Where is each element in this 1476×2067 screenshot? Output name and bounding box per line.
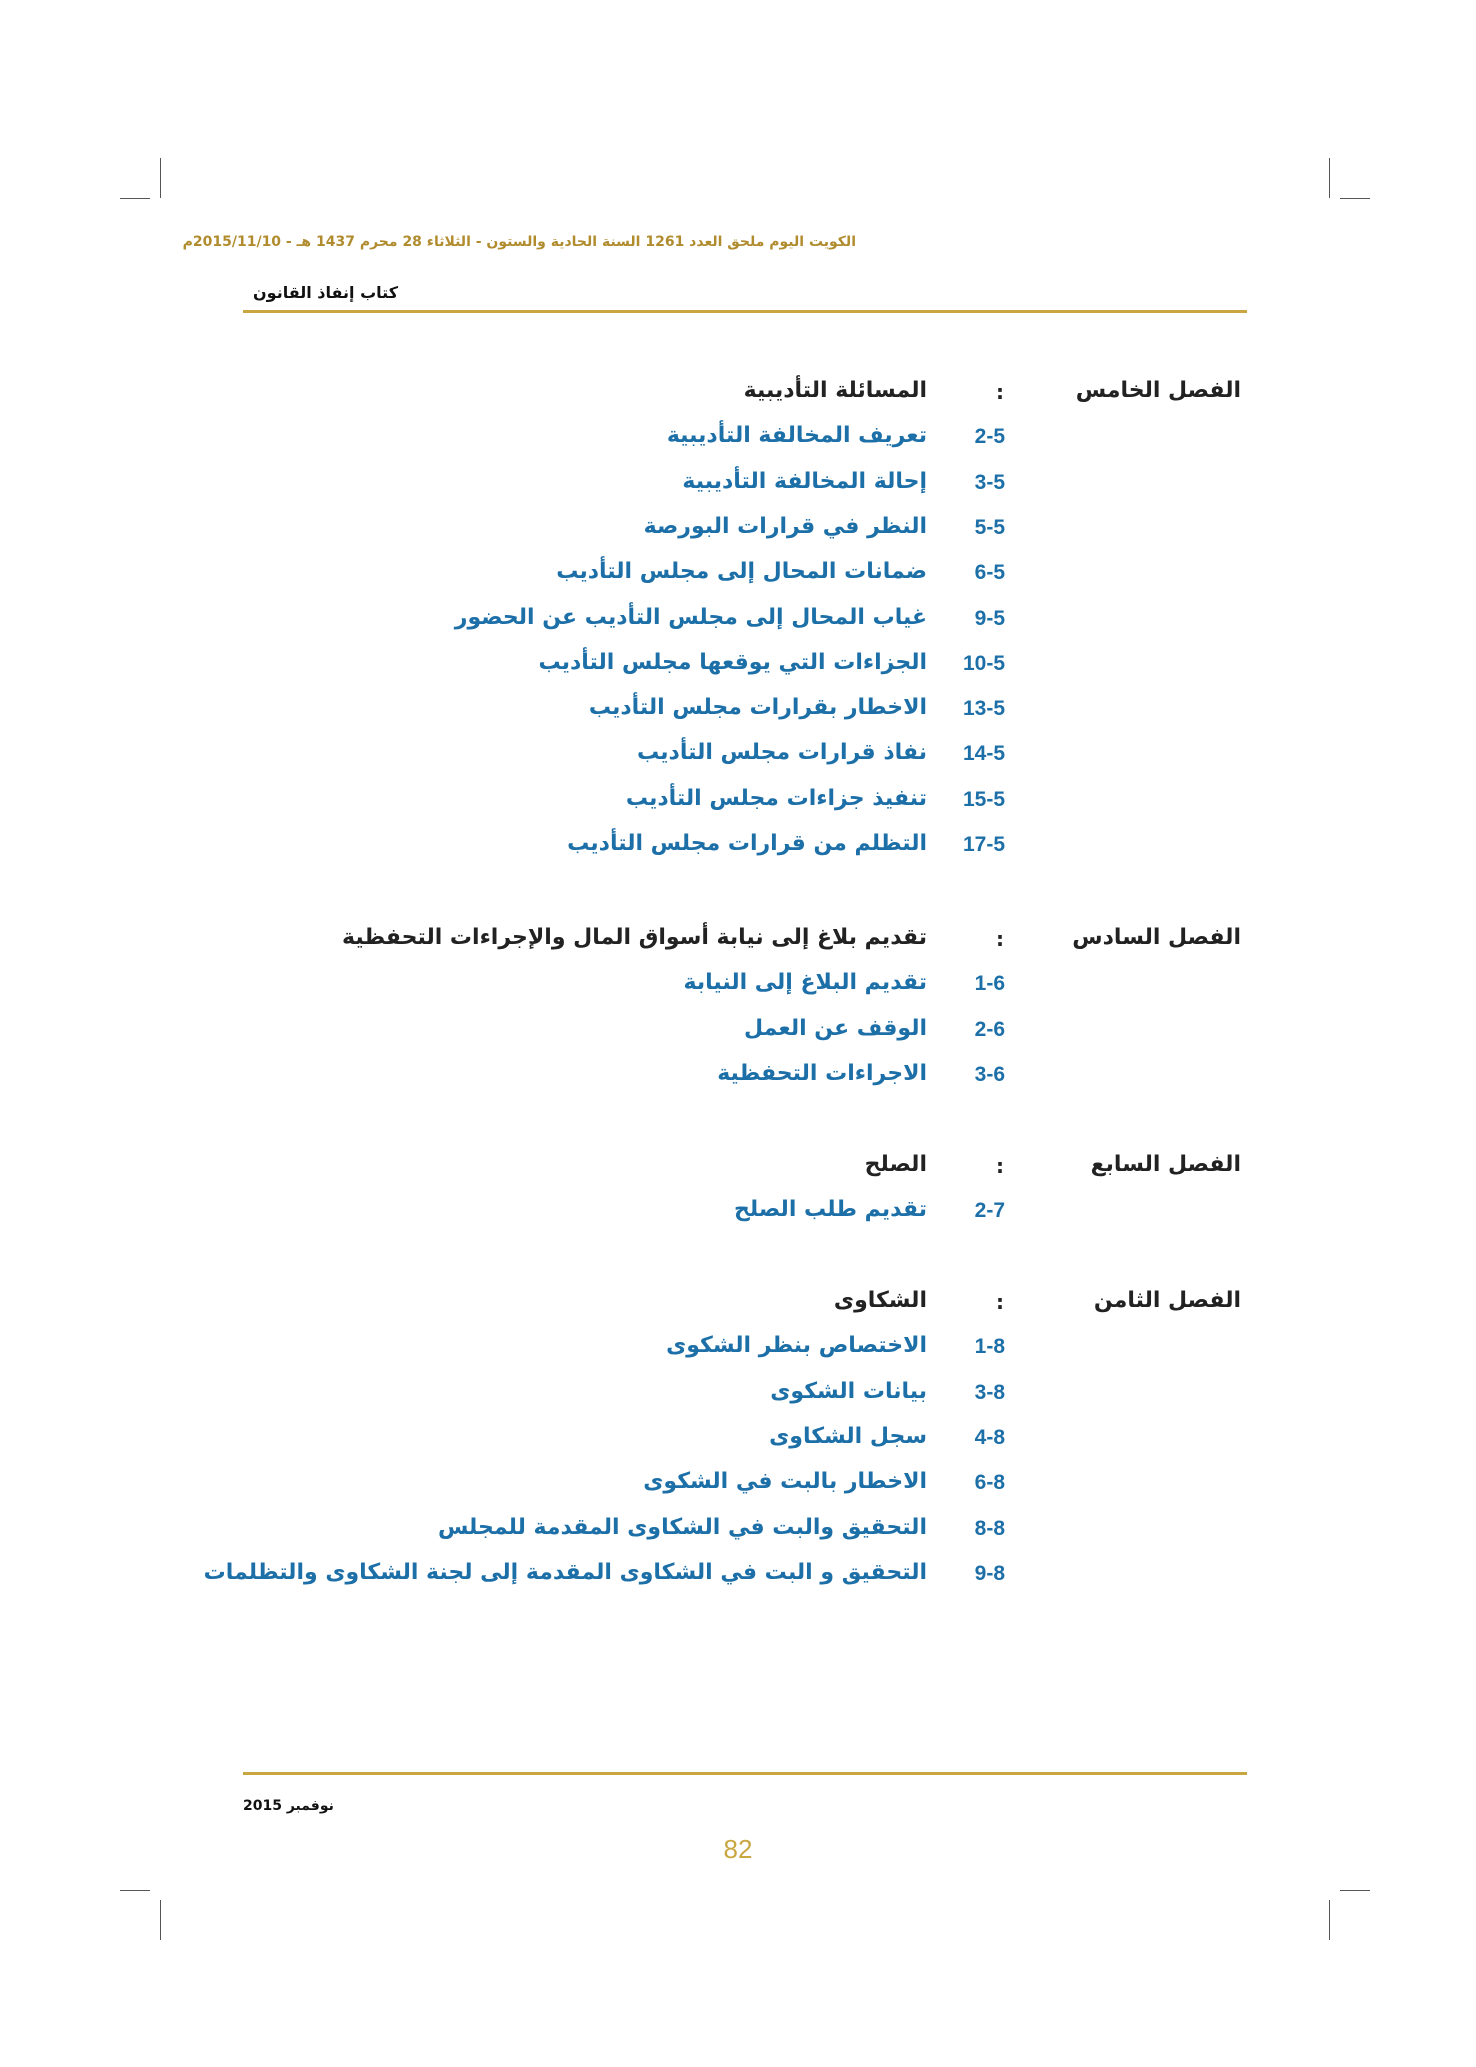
chapter-heading: المسائلة التأديبية — [743, 378, 927, 403]
footer-date: نوفمبر 2015 — [243, 1798, 334, 1814]
toc-item-row — [0, 650, 1476, 686]
section-title: تعريف المخالفة التأديبية — [666, 423, 927, 448]
section-number: 10-5 — [962, 652, 1005, 675]
section-number: 9-8 — [974, 1562, 1005, 1585]
section-title: بيانات الشكوى — [770, 1379, 927, 1404]
section-number: 6-8 — [974, 1471, 1005, 1494]
chapter-name: الفصل الثامن — [1093, 1288, 1241, 1313]
section-title: التحقيق و البت في الشكاوى المقدمة إلى لجنة الشكاوى والتظلمات — [203, 1560, 927, 1585]
toc-item-row — [0, 514, 1476, 550]
gazette-issue-line: الكويت اليوم ملحق العدد 1261 السنة الحادية والستون - الثلاثاء 28 محرم 1437 هـ - 2015/11/10م — [182, 234, 856, 250]
section-title: النظر في قرارات البورصة — [643, 514, 927, 539]
section-title: التحقيق والبت في الشكاوى المقدمة للمجلس — [437, 1515, 927, 1540]
toc-item-row — [0, 786, 1476, 822]
section-title: الوقف عن العمل — [744, 1016, 927, 1041]
chapter-name: الفصل السابع — [1090, 1152, 1241, 1177]
section-number: 2-6 — [974, 1018, 1005, 1041]
section-number: 2-5 — [974, 425, 1005, 448]
section-title: الجزاءات التي يوقعها مجلس التأديب — [538, 650, 927, 675]
toc-item-row — [0, 1197, 1476, 1233]
toc-item-row — [0, 695, 1476, 731]
section-title: الاخطار بقرارات مجلس التأديب — [588, 695, 927, 720]
page-number: 82 — [723, 1834, 753, 1864]
section-title: تقديم طلب الصلح — [734, 1197, 927, 1222]
chapter-heading: الشكاوى — [833, 1288, 927, 1313]
section-title: نفاذ قرارات مجلس التأديب — [636, 740, 927, 765]
chapter-row — [0, 1152, 1476, 1188]
section-number: 9-5 — [974, 607, 1005, 630]
section-title: ضمانات المحال إلى مجلس التأديب — [556, 559, 927, 584]
section-number: 2-7 — [974, 1199, 1005, 1222]
toc-item-row — [0, 1379, 1476, 1415]
chapter-colon: : — [996, 1154, 1004, 1178]
chapter-name: الفصل الخامس — [1075, 378, 1241, 403]
section-title: تنفيذ جزاءات مجلس التأديب — [625, 786, 927, 811]
footer-rule — [243, 1772, 1247, 1775]
toc-item-row — [0, 559, 1476, 595]
section-number: 5-5 — [974, 516, 1005, 539]
section-number: 4-8 — [974, 1426, 1005, 1449]
toc-item-row — [0, 740, 1476, 776]
section-number: 6-5 — [974, 561, 1005, 584]
chapter-colon: : — [996, 1290, 1004, 1314]
section-title: سجل الشكاوى — [769, 1424, 927, 1449]
section-title: غياب المحال إلى مجلس التأديب عن الحضور — [454, 605, 927, 630]
section-number: 13-5 — [962, 697, 1005, 720]
toc-item-row — [0, 1515, 1476, 1551]
section-title: الاختصاص بنظر الشكوى — [666, 1333, 927, 1358]
section-number: 8-8 — [974, 1517, 1005, 1540]
toc-item-row — [0, 1016, 1476, 1052]
chapter-colon: : — [996, 927, 1004, 951]
chapter-heading: تقديم بلاغ إلى نيابة أسواق المال والإجراءات التحفظية — [342, 925, 927, 950]
section-number: 3-8 — [974, 1381, 1005, 1404]
section-number: 3-6 — [974, 1063, 1005, 1086]
section-number: 3-5 — [974, 471, 1005, 494]
chapter-row — [0, 378, 1476, 414]
section-number: 1-8 — [974, 1335, 1005, 1358]
toc-item-row — [0, 1424, 1476, 1460]
chapter-colon: : — [996, 380, 1004, 404]
section-number: 1-6 — [974, 972, 1005, 995]
section-number: 15-5 — [962, 788, 1005, 811]
toc-item-row — [0, 970, 1476, 1006]
chapter-row — [0, 1288, 1476, 1324]
toc-item-row — [0, 831, 1476, 867]
toc-item-row — [0, 1333, 1476, 1369]
section-title: إحالة المخالفة التأديبية — [682, 469, 927, 494]
section-title: تقديم البلاغ إلى النيابة — [683, 970, 927, 995]
toc-item-row — [0, 1560, 1476, 1596]
toc-item-row — [0, 469, 1476, 505]
section-title: الاجراءات التحفظية — [717, 1061, 927, 1086]
toc-item-row — [0, 1061, 1476, 1097]
section-number: 17-5 — [962, 833, 1005, 856]
chapter-heading: الصلح — [864, 1152, 927, 1177]
chapter-row — [0, 925, 1476, 961]
section-title: التظلم من قرارات مجلس التأديب — [567, 831, 927, 856]
book-title: كتاب إنفاذ القانون — [253, 283, 398, 302]
toc-item-row — [0, 1469, 1476, 1505]
section-number: 14-5 — [962, 742, 1005, 765]
toc-item-row — [0, 423, 1476, 459]
toc-item-row — [0, 605, 1476, 641]
chapter-name: الفصل السادس — [1072, 925, 1241, 950]
section-title: الاخطار بالبت في الشكوى — [643, 1469, 927, 1494]
